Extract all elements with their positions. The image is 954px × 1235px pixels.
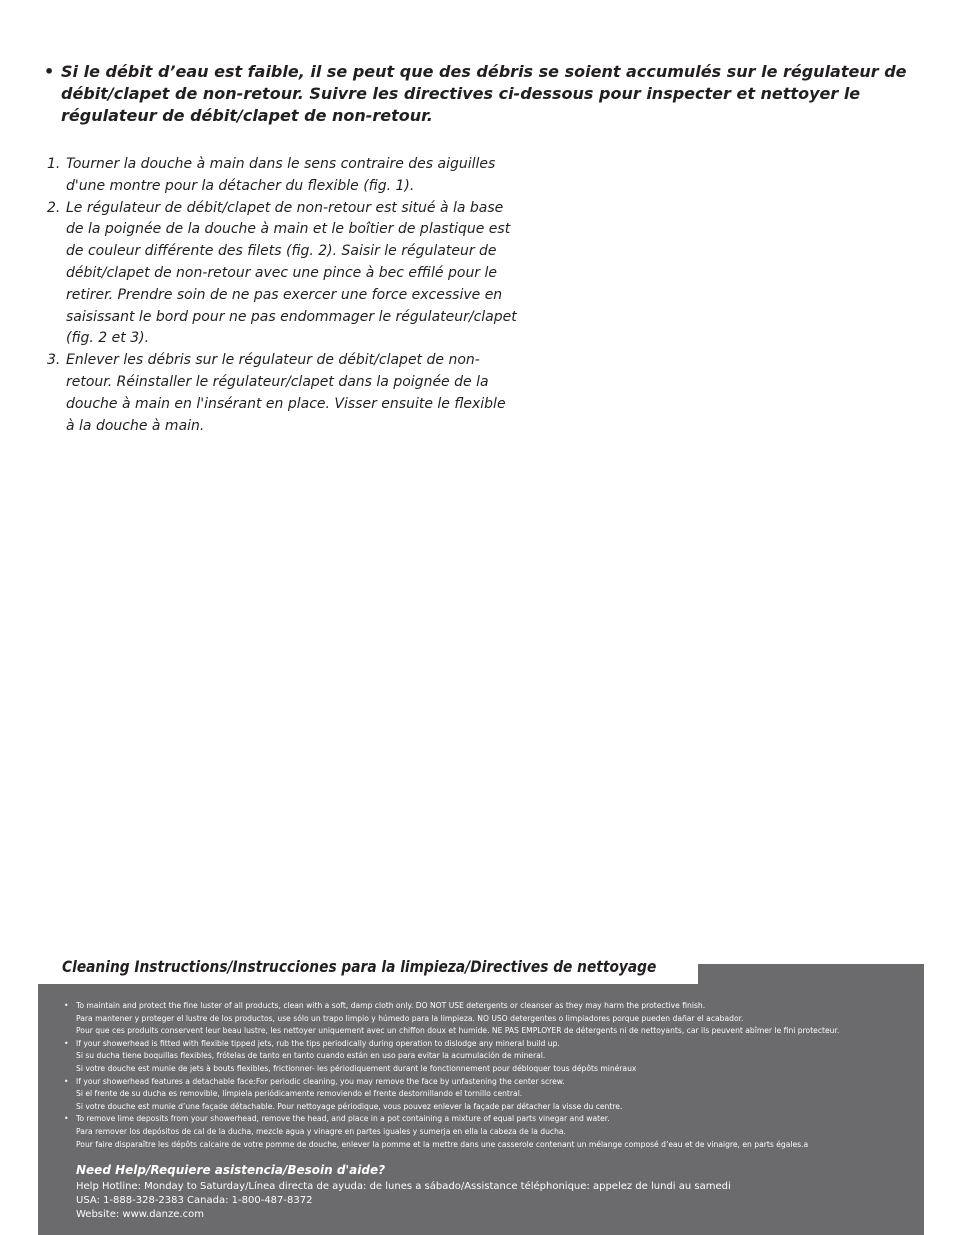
help-phone-numbers: USA: 1-888-328-2383 Canada: 1-800-487-8372 — [76, 1195, 313, 1206]
note-line-fr: Si votre douche est munie de jets à bouts flexibles, frictionner- les périodiquement durant le fonctionnement pour débloquer tous dépôts minéraux — [76, 1063, 637, 1073]
cleaning-note — [62, 1113, 912, 1151]
note-line-en: If your showerhead is fitted with flexible tipped jets, rub the tips periodically during operation to dislodge any mineral build up. — [76, 1038, 560, 1048]
help-heading: Need Help/Requiere asistencia/Besoin d'aide? — [76, 1163, 386, 1177]
bullet-icon: • — [64, 1001, 69, 1010]
help-section — [76, 1161, 876, 1222]
step-number: 2. — [47, 199, 61, 216]
step-item — [47, 198, 517, 351]
step-item — [47, 154, 517, 198]
step-text: Tourner la douche à main dans le sens contraire des aiguilles d'une montre pour la détacher du flexible (fig. 1). — [66, 156, 496, 194]
step-number: 3. — [47, 352, 61, 369]
cleaning-steps-list — [47, 154, 517, 437]
note-line-fr: Pour que ces produits conservent leur beau lustre, les nettoyer uniquement avec un chiffon doux et humide. NE PAS EMPLOYER de détergents ni de nettoyants, car ils peuvent abîmer le fini protecteur. — [76, 1026, 840, 1036]
note-line-en: To remove lime deposits from your showerhead, remove the head, and place in a pot containing a mixture of equal parts vinegar and water. — [76, 1114, 610, 1124]
flow-rate-note — [44, 61, 934, 127]
cleaning-title-tab — [38, 955, 698, 984]
note-line-fr: Si votre douche est munie d’une façade détachable. Pour nettoyage périodique, vous pouvez enlever la façade par détacher la visse du centre. — [76, 1101, 623, 1111]
flow-rate-note-text: Si le débit d’eau est faible, il se peut que des débris se soient accumulés sur le régulateur de débit/clapet de non-retour. Suivre les directives ci-dessous pour inspecter et nettoyer le régulateur de débit/clapet de non-retour. — [61, 62, 907, 125]
note-line-en: To maintain and protect the fine luster of all products, clean with a soft, damp cloth only. DO NOT USE detergents or cleanser as they may harm the protective finish. — [76, 1001, 706, 1010]
help-website: Website: www.danze.com — [76, 1209, 204, 1220]
note-line-fr: Pour faire disparaître les dépôts calcaire de votre pomme de douche, enlever la pomme et la mettre dans une casserole contenant un mélange composé d’eau et de vinaigre, en parts égales.a — [76, 1139, 809, 1149]
cleaning-note — [62, 1038, 912, 1076]
help-hotline: Help Hotline: Monday to Saturday/Línea directa de ayuda: de lunes a sábado/Assistance téléphonique: appelez de lundi au samedi — [76, 1181, 731, 1192]
step-number: 1. — [47, 156, 61, 172]
cleaning-instructions-panel — [38, 964, 924, 1235]
note-line-es: Para remover los depósitos de cal de la ducha, mezcle agua y vinagre en partes iguales y sumerja en ella la cabeza de la ducha. — [76, 1126, 566, 1136]
step-item — [47, 350, 517, 437]
step-text: Enlever les débris sur le régulateur de débit/clapet de non-retour. Réinstaller le régulateur/clapet dans la poignée de la douche à main en l'insérant en place. Visser ensuite le flexible à la douche à main. — [66, 352, 506, 434]
bullet-icon: • — [64, 1114, 69, 1124]
bullet-icon: • — [64, 1038, 69, 1048]
note-line-es: Para mantener y proteger el lustre de los productos, use sólo un trapo limpio y húmedo para la limpieza. NO USO detergentes o limpiadores porque pueden dañar el acabador. — [76, 1013, 744, 1023]
bullet-icon: • — [64, 1076, 69, 1086]
note-line-es: Si su ducha tiene boquillas flexibles, frótelas de tanto en tanto cuando están en uso para evitar la acumulación de mineral. — [76, 1051, 546, 1061]
cleaning-note — [62, 1076, 912, 1114]
cleaning-notes-list — [62, 1000, 912, 1151]
note-line-es: Si el frente de su ducha es removible, límpiela periódicamente removiendo el frente destornillando el tornillo central. — [76, 1089, 523, 1099]
cleaning-note — [62, 1000, 912, 1038]
step-text: Le régulateur de débit/clapet de non-retour est situé à la base de la poignée de la douche à main et le boîtier de plastique est de couleur différente des filets (fig. 2). Saisir le régulateur de débit/clapet de non-retour avec une pince à bec effilé pour le retirer. Prendre soin de ne pas exercer une force excessive en saisissant le bord pour ne pas endommager le régulateur/clapet (fig. 2 et 3). — [66, 199, 517, 347]
note-line-en: If your showerhead features a detachable face:For periodic cleaning, you may remove the face by unfastening the center screw. — [76, 1076, 565, 1086]
bullet-icon: • — [44, 62, 55, 81]
cleaning-title: Cleaning Instructions/Instrucciones para la limpieza/Directives de nettoyage — [62, 957, 657, 976]
